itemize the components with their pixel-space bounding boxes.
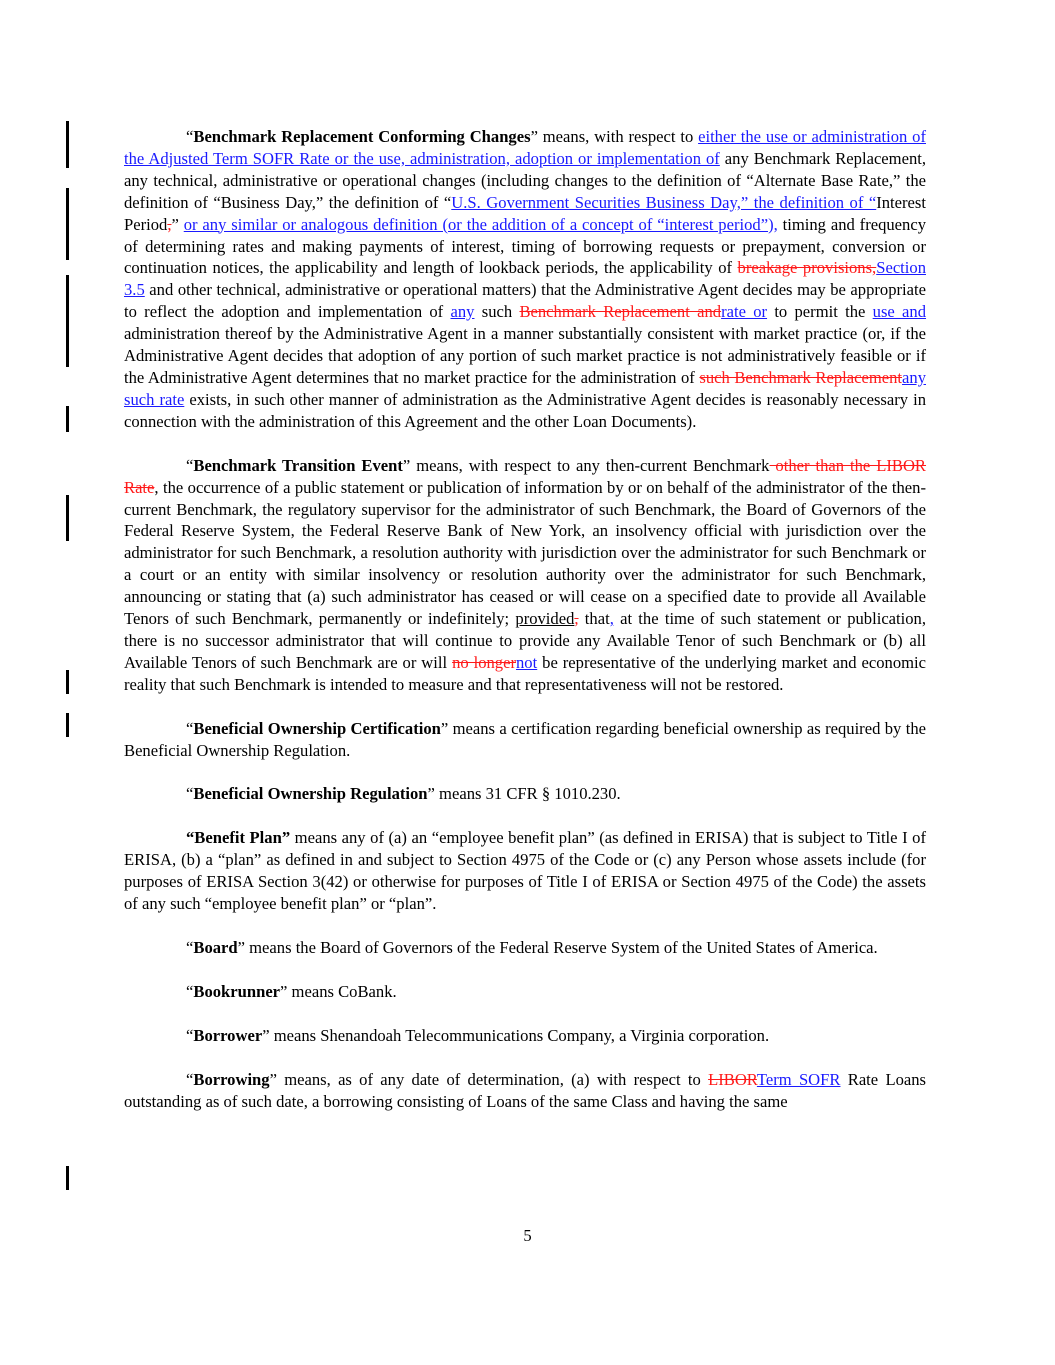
defined-term: “Benefit Plan” [186,828,291,848]
text-run: ” means the Board of Governors of the Federal Reserve System of the United States of America. [237,938,878,957]
text-run: and other technical, administrative or operational matters) that the Administrative Agent decides may be appropriate to reflect the adoption and implementation of [124,280,926,322]
definition-borrower [124,1025,926,1047]
text-run: ” means, with respect to any then-current Benchmark [402,455,770,475]
definition-benchmark-replacement-conforming-changes [124,126,926,433]
inserted-text: either the use or administration of the Adjusted Term SOFR Rate or the use, administration, adoption or implementation of [124,127,926,168]
text-run: to permit the [767,302,873,322]
underlined-text: provided [515,609,575,629]
inserted-text: U.S. Government Securities Business Day,” the definition of “ [451,192,877,212]
text-run: means any of (a) an “employee benefit plan” (as defined in ERISA) that is subject to Title I of ERISA, (b) a “plan” as defined in and subject to Section 4975 of the Code or (c) any Person whose assets include (for purposes of ERISA Section 3(42) or otherwise for purposes of Title I of ERISA or Section 4975 of the Code) the assets of any such “employee benefit plan” or “plan”. [124,828,927,914]
text-run: ” means a certification regarding beneficial ownership as required by the Beneficial Ownership Regulation. [124,718,926,760]
inserted-text: not [516,652,538,672]
change-bar [66,495,69,541]
text-run: Rate Loans outstanding as of such date, a borrowing consisting of Loans of the same Class and having the same [124,1069,926,1111]
deleted-text: Benchmark Replacement and [519,302,722,322]
text-run: “ [186,981,194,1001]
text-run: “ [186,718,194,738]
text-run: ” means CoBank. [280,981,397,1001]
inserted-text: , [609,609,614,629]
definition-borrowing [124,1069,926,1113]
text-run: “ [186,784,194,804]
text-run: ” means, as of any date of determination, (a) with respect to [269,1069,709,1089]
change-bar [66,670,69,694]
defined-term: Borrowing [193,1069,270,1089]
change-bar [66,713,69,737]
text-run: exists, in such other manner of administration as the Administrative Agent decides is reasonably necessary in connection with the administration of this Agreement and the other Loan Documents). [124,389,926,431]
defined-term: Bookrunner [193,981,281,1001]
change-bar [66,188,69,260]
inserted-text: rate or [721,302,768,322]
inserted-text: or any similar or analogous definition (or the addition of a concept of “interest period”), [183,214,778,234]
text-run: such [474,302,520,322]
text-run: “ [186,455,194,475]
deleted-text: such Benchmark Replacement [699,367,903,387]
inserted-text: Section 3.5 [124,258,926,300]
text-run: ” means 31 CFR § 1010.230. [427,784,621,804]
deleted-text: , [574,609,579,629]
definition-bookrunner [124,981,926,1003]
defined-term: Borrower [193,1025,263,1045]
text-run: “ [186,1069,194,1089]
text-run: Interest Period [124,192,926,234]
change-bar [66,406,69,432]
text-run: administration thereof by the Administrative Agent in a manner substantially consistent with market practice (or, if the Administrative Agent decides that adoption of any portion of such market practice is not administratively feasible or if the Administrative Agent determines that no market practice for the administration of [124,324,926,387]
text-run: ” means Shenandoah Telecommunications Company, a Virginia corporation. [262,1025,770,1045]
deleted-text: breakage provisions, [737,258,877,278]
change-bar [66,275,69,367]
text-run: that [578,609,610,629]
inserted-text: any [450,302,475,322]
deleted-text: , [167,214,172,234]
defined-term: Benchmark Transition Event [193,455,403,475]
text-run: timing and frequency of determining rates and making payments of interest, timing of borrowing requests or prepayment, conversion or continuation notices, the applicability and length of lookback periods, the applicability of [124,214,927,278]
deleted-text: no longer [452,652,516,672]
defined-term: Board [193,938,238,957]
defined-term: Beneficial Ownership Regulation [193,784,428,804]
definition-benefit-plan [124,827,926,915]
text-run: at the time of such statement or publication, there is no successor administrator that will continue to provide any Available Tenor of such Benchmark or (b) all Available Tenors of such Benchmark are or will [124,609,927,672]
change-bar [66,1166,69,1190]
defined-term: Beneficial Ownership Certification [193,718,441,738]
text-run: “ [186,1025,194,1045]
text-run: , the occurrence of a public statement or publication of information by or on behalf of the administrator of the then-current Benchmark, the regulatory supervisor for the administrator of such Benchmark, the Board of Governors of the Federal Reserve System, the Federal Reserve Bank of New York, an insolvency official with jurisdiction over the administrator for such Benchmark, a resolution authority with jurisdiction over the administrator for such Benchmark or a court or an entity with similar insolvency or resolution authority over the administrator for such Benchmark, announcing or stating that (a) such administrator has ceased or will cease on a specified date to provide all Available Tenors of such Benchmark, permanently or indefinitely; [124,477,926,629]
page-number: 5 [523,1226,532,1245]
change-bar [66,121,69,168]
deleted-text: LIBOR [708,1069,757,1089]
text-run: “ [186,127,194,146]
document-page [124,126,926,1135]
definition-beneficial-ownership-certification [124,718,926,762]
inserted-text: Term SOFR [756,1069,841,1089]
definition-benchmark-transition-event [124,455,926,696]
text-run: ” [171,214,184,234]
deleted-text: other than the LIBOR Rate [124,455,927,497]
definition-beneficial-ownership-regulation [124,783,926,805]
inserted-text: any such rate [124,367,926,409]
definition-board [124,937,926,959]
inserted-text: use and [872,302,927,322]
text-run: ” means, with respect to [530,127,699,146]
text-run: be representative of the underlying market and economic reality that such Benchmark is intended to measure and that representativeness will not be restored. [124,652,926,694]
text-run: “ [186,938,194,957]
text-run: any Benchmark Replacement, any technical, administrative or operational changes (including changes to the definition of “Alternate Base Rate,” the definition of “Business Day,” the definition of “ [124,148,926,212]
defined-term: Benchmark Replacement Conforming Changes [193,127,531,146]
